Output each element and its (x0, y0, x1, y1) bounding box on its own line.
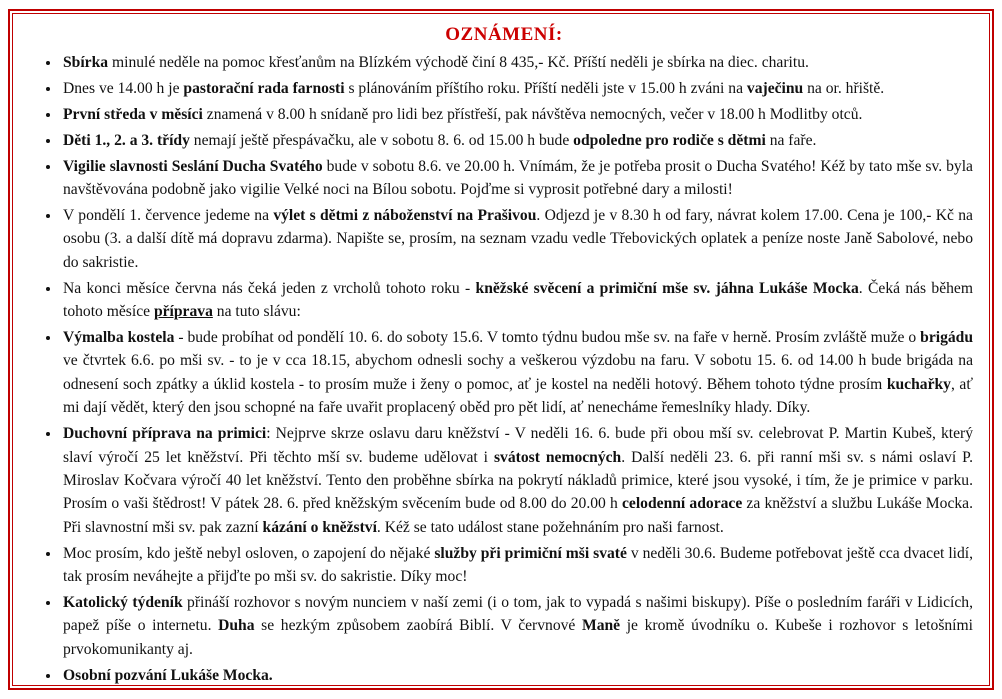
text-run: , ať mi dají vědět, který den jsou schopné na faře uvařit proplacený oběd pro pět lidí, ať nenecháme řemeslníky hlady. Díky. (63, 375, 973, 417)
text-run: Výmalba kostela (63, 328, 175, 346)
announcement-list (33, 51, 975, 686)
text-run: Duha (218, 617, 255, 635)
text-run: Na konci měsíce června nás čeká jeden z vrcholů tohoto roku - (63, 279, 476, 297)
text-run: celodenní adorace (622, 495, 743, 513)
text-run: . Odjezd je v 8.30 h od fary, návrat kolem 17.00. Cena je 100,- Kč na osobu (3. a další dítě má dopravu zdarma). Napište se, prosím, na seznam vzadu vedle Třebovických oplatek a peníze noste Janě Sabolové, nebo do sakristie. (63, 206, 973, 271)
text-run: Moc prosím, kdo ještě nebyl osloven, o zapojení do nějaké (63, 544, 435, 562)
document-inner-border (12, 13, 990, 686)
text-run: služby při primiční mši svaté (434, 544, 627, 562)
text-run: Katolický týdeník (63, 593, 183, 611)
text-run: kněžské svěcení a primiční mše sv. jáhna Lukáše Mocka (475, 279, 859, 297)
text-run: . Další neděli 23. 6. při ranní mši sv. s námi oslaví P. Miroslav Kočvara výročí 40 let kněžství. Tento den proběhne sbírka na pokrytí nákladů primice, které jsou vysoké, i tím, že je primice v parku. Prosím o vaši štědrost! V pátek 28. 6. před kněžským svěcením bude od 8.00 do 20.00 h (63, 448, 974, 513)
page-title: OZNÁMENÍ: (445, 24, 563, 45)
text-run: V pondělí 1. července jedeme na (63, 206, 274, 224)
text-run: s plánováním příštího roku. Příští neděli jste v 15.00 h zváni na (344, 79, 747, 97)
list-item (61, 51, 973, 74)
text-run: pastorační rada farnosti (183, 79, 345, 97)
text-run: brigádu (920, 328, 974, 346)
list-item (61, 129, 973, 152)
text-run: v neděli 30.6. Budeme potřebovat ještě cca dvacet lidí, tak prosím neváhejte a přijďte po mši sv. do sakristie. Díky moc! (63, 544, 974, 586)
text-run: přináší rozhovor s novým nunciem v naší zemi (i o tom, jak to vypadá s našimi biskupy). Píše o posledním faráři v Lidicích, papež píše o internetu. (63, 593, 973, 635)
text-run: Sbírka (63, 54, 109, 71)
text-run: - bude probíhat od pondělí 10. 6. do soboty 15.6. V tomto týdnu budou mše sv. na faře v herně. Prosím zvláště muže o (174, 328, 921, 346)
list-item (61, 542, 973, 589)
text-run: Duchovní příprava na primici (63, 425, 267, 443)
text-run: na or. hřiště. (803, 79, 885, 97)
list-item (61, 591, 973, 661)
list-item (61, 103, 973, 126)
text-run: První středa v měsíci (63, 105, 203, 123)
text-run: je kromě úvodníku o. Kubeše i rozhovor s letošními prvokomunikanty aj. (63, 617, 973, 658)
text-run: za kněžství a službu Lukáše Mocka. Při slavnostní mši sv. pak zazní (63, 495, 973, 536)
text-run: Děti 1., 2. a 3. třídy (63, 131, 190, 149)
text-run: příprava (153, 303, 213, 321)
text-run: Dnes ve 14.00 h je (63, 79, 184, 97)
text-run: Vigilie slavnosti Seslání Ducha Svatého (63, 157, 323, 175)
list-item (61, 664, 973, 686)
text-run: nemají ještě přespávačku, ale v sobotu 8. 6. od 15.00 h bude (189, 131, 574, 149)
list-item (61, 326, 973, 420)
document-border (8, 9, 994, 690)
list-item (61, 277, 973, 324)
text-run: Maně (581, 617, 621, 635)
text-run: . Kéž se tato událost stane požehnáním pro naši farnost. (376, 518, 724, 536)
text-run: . Čeká nás během tohoto měsíce (63, 279, 973, 321)
text-run: na faře. (765, 131, 817, 149)
text-run: Osobní pozvání Lukáše Mocka. (63, 666, 273, 684)
text-run: ve čtvrtek 6.6. po mši sv. - to je v cca 18.15, abychom odnesli sochy a veškerou výzdobu na faru. V sobotu 15. 6. od 14.00 h bude brigáda na odnesení soch zpátky a úklid kostela - to prosím muže i ženy o pomoc, ať je kostel na neděli hotový. Během tohoto týdne prosím (63, 352, 973, 393)
list-item (61, 204, 973, 274)
text-run: kuchařky (886, 375, 951, 393)
text-run: odpoledne pro rodiče s dětmi (573, 131, 766, 149)
text-run: svátost nemocných (493, 448, 622, 466)
text-run: minulé neděle na pomoc křesťanům na Blízkém východě činí 8 435,- Kč. Příští neděli je sbírka na diec. charitu. (108, 54, 809, 71)
text-run: se hezkým způsobem zaobírá Biblí. V červnové (254, 617, 582, 635)
text-run: kázání o kněžství (262, 518, 377, 536)
text-run: : Nejprve skrze oslavu daru kněžství - V neděli 16. 6. bude při obou mší sv. celebrovat P. Martin Kubeš, který slaví výročí 25 let kněžství. Při těchto mší sv. budeme udělovat i (63, 425, 973, 466)
list-item (61, 155, 973, 202)
text-run: znamená v 8.00 h snídaně pro lidi bez přístřeší, pak návštěva nemocných, večer v 18.00 h Modlitby otců. (202, 105, 863, 123)
list-item (61, 77, 973, 100)
text-run: vaječinu (746, 79, 804, 97)
text-run: na tuto slávu: (212, 303, 301, 321)
list-item (61, 422, 973, 539)
text-run: výlet s dětmi z náboženství na Prašivou (273, 206, 537, 224)
text-run: bude v sobotu 8.6. ve 20.00 h. Vnímám, že je potřeba prosit o Ducha Svatého! Kéž by tato mše sv. byla navštěvována podobně jako vigilie Velké noci na Bílou sobotu. Pojďme si vyprosit potřebné dary a milosti! (63, 157, 973, 199)
